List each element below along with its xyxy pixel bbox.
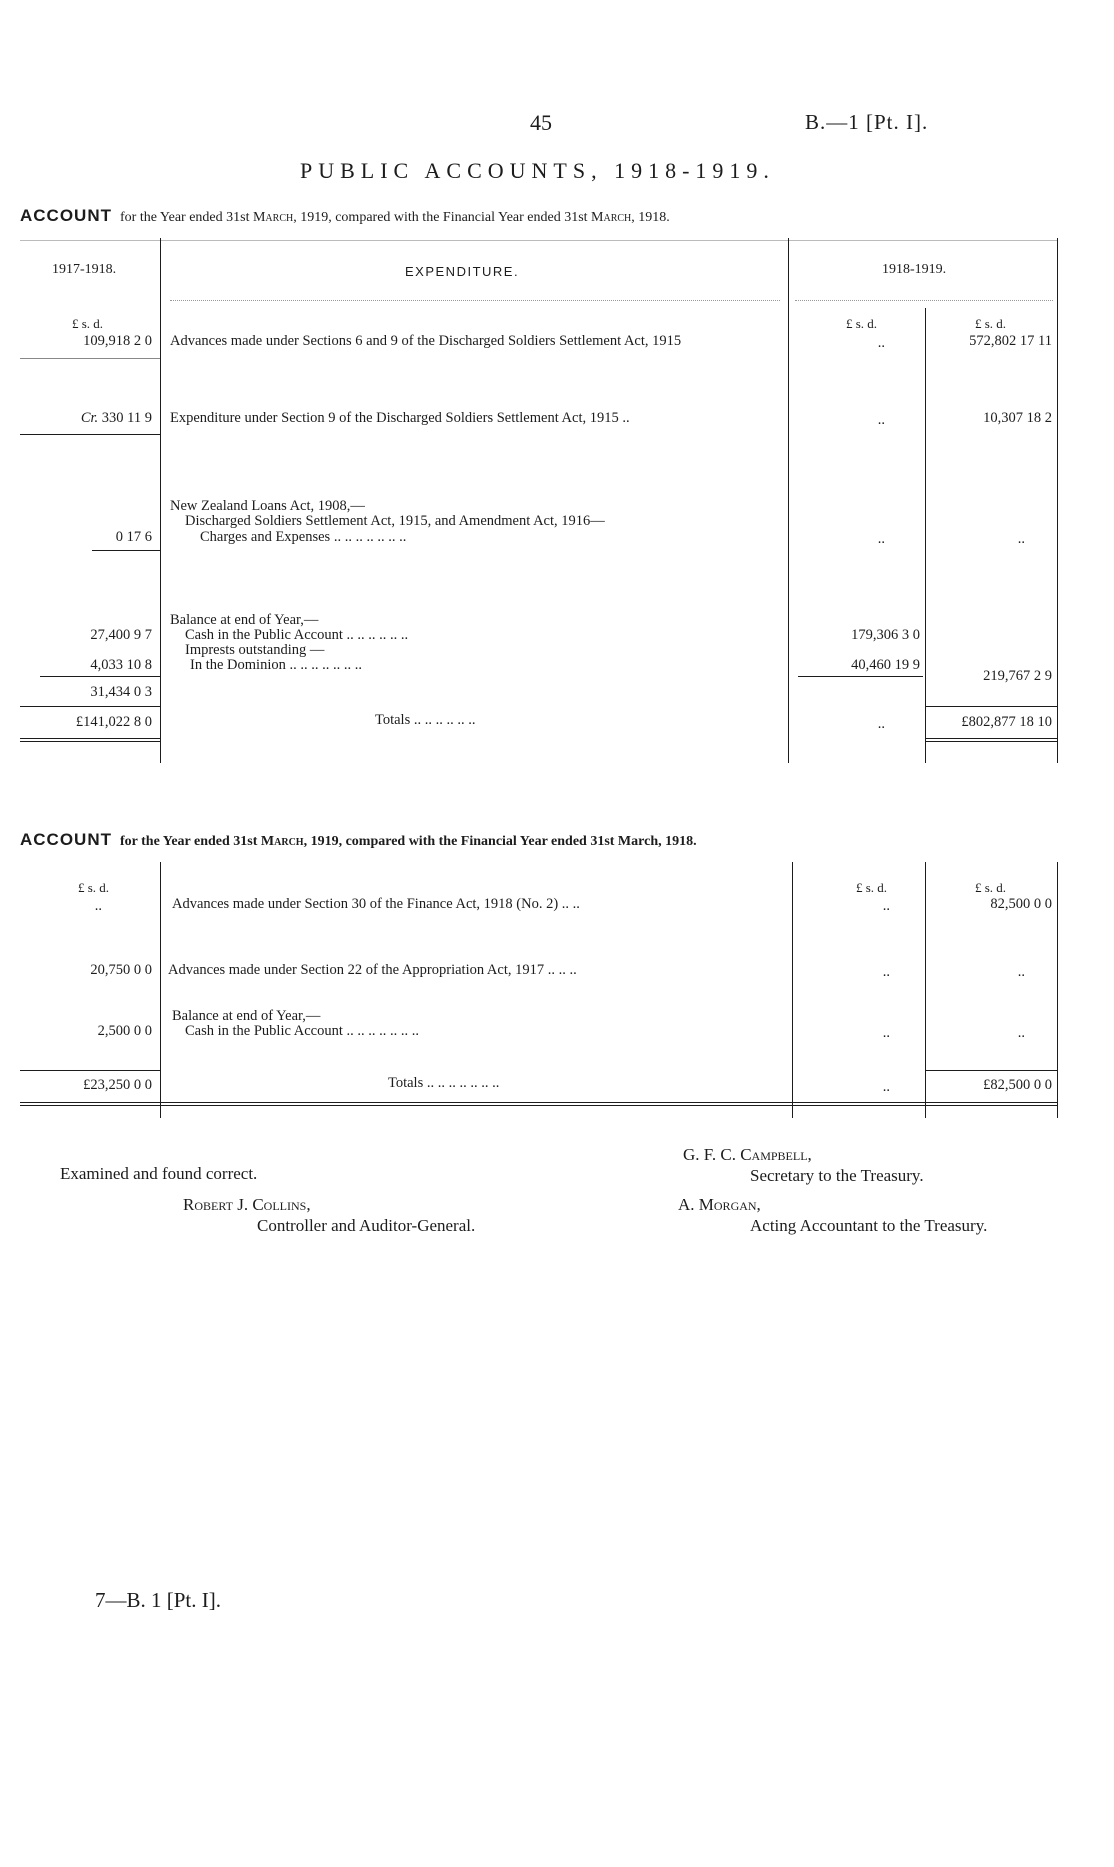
row-4-description-2: Cash in the Public Account .. .. .. .. .. ..	[185, 627, 409, 643]
total-right: £802,877 18 10	[961, 714, 1052, 730]
account-1-table	[20, 238, 1058, 768]
row-4-description-1: Balance at end of Year,—	[170, 612, 319, 628]
treasury-accountant-name: A. Morgan,	[678, 1195, 761, 1214]
credit-prefix: Cr.	[80, 410, 99, 426]
page-reference: B.—1 [Pt. I].	[805, 110, 929, 134]
examined-statement: Examined and found correct.	[60, 1164, 258, 1183]
row-1-prev-amount: 109,918 2 0	[83, 333, 152, 349]
row-3-mid-amount: ..	[877, 531, 885, 547]
a2-row-3-mid-amount: ..	[882, 1025, 890, 1041]
unit-label-mid-2: £ s. d.	[856, 880, 888, 895]
a2-totals-label: Totals .. .. .. .. .. .. ..	[388, 1075, 500, 1091]
row-3-description-2: Discharged Soldiers Settlement Act, 1915, and Amendment Act, 1916—	[185, 513, 605, 529]
a2-row-3-description-1: Balance at end of Year,—	[172, 1008, 321, 1024]
row-4-right-amount: 219,767 2 9	[983, 668, 1052, 684]
a2-row-3-right-amount: ..	[1017, 1025, 1025, 1041]
treasury-accountant-title: Acting Accountant to the Treasury.	[750, 1216, 988, 1235]
a2-total-mid: ..	[882, 1079, 890, 1095]
unit-label-right-2: £ s. d.	[975, 880, 1007, 895]
account-1-heading	[20, 206, 670, 226]
a2-total-right: £82,500 0 0	[983, 1077, 1052, 1093]
unit-label-right: £ s. d.	[975, 316, 1007, 331]
account-2-heading-pre: for the Year ended 31st	[120, 834, 258, 849]
a2-row-3-prev-amount: 2,500 0 0	[97, 1023, 152, 1039]
column-header-expenditure: EXPENDITURE.	[405, 264, 520, 279]
unit-label-1917: £ s. d.	[72, 316, 104, 331]
row-4-description-3: Imprests outstanding —	[185, 642, 325, 658]
auditor-name: Robert J. Collins,	[183, 1195, 311, 1214]
a2-row-1-right-amount: 82,500 0 0	[990, 896, 1052, 912]
a2-total-prev: £23,250 0 0	[83, 1077, 152, 1093]
a2-row-3-description-2: Cash in the Public Account .. .. .. .. .. .. ..	[185, 1023, 419, 1039]
row-4-mid-imprests: 40,460 19 9	[851, 657, 920, 673]
row-2-right-amount: 10,307 18 2	[983, 410, 1052, 426]
total-prev: £141,022 8 0	[75, 714, 152, 730]
account-2-table	[20, 862, 1058, 1122]
account-1-heading-mid: , 1919, compared with the Financial Year ended 31st	[293, 210, 588, 225]
row-1-right-amount: 572,802 17 11	[969, 333, 1052, 349]
page-title: PUBLIC ACCOUNTS, 1918-1919.	[300, 158, 775, 183]
a2-row-2-mid-amount: ..	[882, 964, 890, 980]
row-1-description: Advances made under Sections 6 and 9 of the Discharged Soldiers Settlement Act, 1915	[170, 333, 682, 349]
row-4-prev-imprests: 4,033 10 8	[90, 657, 152, 673]
footer-reference: 7—B. 1 [Pt. I].	[95, 1588, 221, 1612]
total-mid: ..	[877, 716, 885, 732]
a2-row-2-prev-amount: 20,750 0 0	[90, 962, 152, 978]
account-1-heading-month-2: March	[591, 210, 632, 225]
account-2-heading	[20, 830, 697, 850]
account-2-keyword: ACCOUNT	[20, 830, 112, 849]
a2-row-1-mid-amount: ..	[882, 898, 890, 914]
column-header-1918-1919: 1918-1919.	[882, 262, 947, 277]
row-3-right-amount: ..	[1017, 531, 1025, 547]
row-3-description-3: Charges and Expenses .. .. .. .. .. .. ..	[200, 529, 407, 545]
row-4-prev-sum: 31,434 0 3	[90, 684, 152, 700]
totals-label: Totals .. .. .. .. .. ..	[375, 712, 476, 728]
treasury-secretary-name: G. F. C. Campbell,	[683, 1145, 812, 1164]
a2-row-1-description: Advances made under Section 30 of the Finance Act, 1918 (No. 2) .. ..	[172, 896, 580, 912]
auditor-title: Controller and Auditor-General.	[257, 1216, 476, 1235]
row-4-description-4: In the Dominion .. .. .. .. .. .. ..	[190, 657, 362, 673]
row-2-prev-amount: Cr. 330 11 9	[80, 410, 152, 426]
row-2-description: Expenditure under Section 9 of the Discharged Soldiers Settlement Act, 1915 ..	[170, 410, 630, 426]
account-1-heading-month-1: March	[252, 210, 294, 225]
row-3-description-1: New Zealand Loans Act, 1908,—	[170, 498, 365, 514]
treasury-secretary-title: Secretary to the Treasury.	[750, 1166, 924, 1185]
column-header-1917-1918: 1917-1918.	[52, 262, 117, 277]
row-1-mid-amount: ..	[877, 335, 885, 351]
account-2-heading-tail: , 1919, compared with the Financial Year ended 31st March, 1918.	[303, 834, 697, 849]
row-3-prev-amount: 0 17 6	[115, 529, 152, 545]
account-2-heading-month: March	[260, 834, 304, 849]
row-4-mid-cash: 179,306 3 0	[851, 627, 920, 643]
a2-row-1-prev-amount: ..	[94, 898, 102, 914]
unit-label-prev-2: £ s. d.	[78, 880, 110, 895]
unit-label-mid: £ s. d.	[846, 316, 878, 331]
row-2-mid-amount: ..	[877, 412, 885, 428]
account-1-heading-pre: for the Year ended 31st	[120, 210, 250, 225]
page-number: 45	[530, 110, 552, 135]
a2-row-2-right-amount: ..	[1017, 964, 1025, 980]
account-1-keyword: ACCOUNT	[20, 206, 112, 225]
a2-row-2-description: Advances made under Section 22 of the Appropriation Act, 1917 .. .. ..	[168, 962, 577, 978]
row-4-prev-cash: 27,400 9 7	[90, 627, 152, 643]
account-1-heading-end: , 1918.	[631, 210, 670, 225]
